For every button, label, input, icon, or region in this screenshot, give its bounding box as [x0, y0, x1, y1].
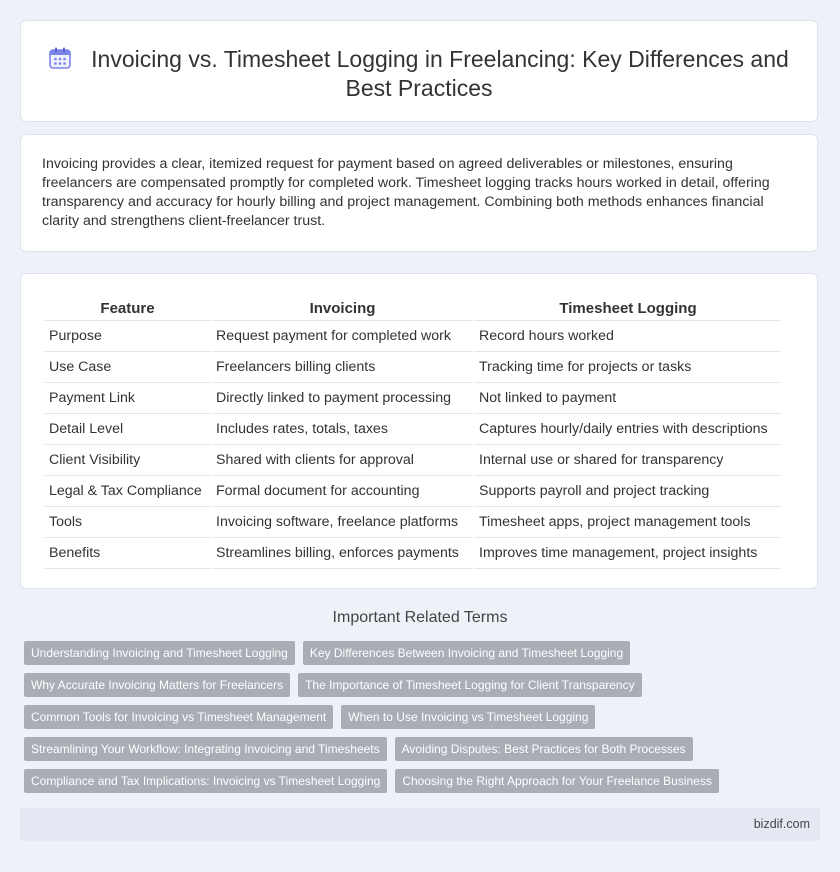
related-term-link[interactable]: Choosing the Right Approach for Your Freelance Business: [395, 769, 719, 793]
header-timesheet: Timesheet Logging: [475, 296, 781, 321]
related-term-link[interactable]: Why Accurate Invoicing Matters for Freelancers: [24, 673, 290, 697]
table-cell: Streamlines billing, enforces payments: [212, 538, 473, 569]
table-cell: Tools: [45, 507, 210, 538]
table-row: [45, 414, 781, 445]
table-cell: Directly linked to payment processing: [212, 383, 473, 414]
summary-text: Invoicing provides a clear, itemized request for payment based on agreed deliverables or milestones, ensuring freelancers are compensated promptly for completed work. Timesheet logging tracks hours worked in detail, offering transparency and accuracy for hourly billing and project management. Combining both methods enhances financial clarity and strengthens client-freelancer trust.: [42, 156, 770, 229]
related-term-link[interactable]: Avoiding Disputes: Best Practices for Both Processes: [395, 737, 693, 761]
tag-row: [24, 641, 824, 665]
tag-row: [24, 673, 824, 697]
table-cell: Benefits: [45, 538, 210, 569]
tag-row: [24, 705, 824, 729]
table-cell: Client Visibility: [45, 445, 210, 476]
tag-row: [24, 737, 824, 761]
table-header-row: [45, 296, 781, 321]
table-cell: Request payment for completed work: [212, 321, 473, 352]
related-term-link[interactable]: Understanding Invoicing and Timesheet Logging: [24, 641, 295, 665]
table-row: [45, 538, 781, 569]
related-term-link[interactable]: Streamlining Your Workflow: Integrating Invoicing and Timesheets: [24, 737, 387, 761]
table-row: [45, 352, 781, 383]
comparison-table: [43, 296, 783, 569]
header-invoicing: Invoicing: [212, 296, 473, 321]
table-row: [45, 507, 781, 538]
footer: [20, 808, 820, 841]
table-cell: Timesheet apps, project management tools: [475, 507, 781, 538]
related-term-link[interactable]: The Importance of Timesheet Logging for Client Transparency: [298, 673, 642, 697]
table-cell: Use Case: [45, 352, 210, 383]
related-term-link[interactable]: Common Tools for Invoicing vs Timesheet Management: [24, 705, 333, 729]
related-term-link[interactable]: Key Differences Between Invoicing and Timesheet Logging: [303, 641, 630, 665]
table-cell: Internal use or shared for transparency: [475, 445, 781, 476]
table-cell: Supports payroll and project tracking: [475, 476, 781, 507]
table-cell: Purpose: [45, 321, 210, 352]
table-cell: Captures hourly/daily entries with descriptions: [475, 414, 781, 445]
header-feature: Feature: [45, 296, 210, 321]
comparison-card: [20, 273, 818, 589]
table-cell: Invoicing software, freelance platforms: [212, 507, 473, 538]
table-cell: Improves time management, project insights: [475, 538, 781, 569]
table-cell: Shared with clients for approval: [212, 445, 473, 476]
table-row: [45, 321, 781, 352]
related-term-link[interactable]: Compliance and Tax Implications: Invoicing vs Timesheet Logging: [24, 769, 387, 793]
tag-row: [24, 769, 824, 793]
related-term-link[interactable]: When to Use Invoicing vs Timesheet Logging: [341, 705, 595, 729]
table-cell: Legal & Tax Compliance: [45, 476, 210, 507]
page-title-text: Invoicing vs. Timesheet Logging in Freelancing: Key Differences and Best Practices: [91, 46, 789, 101]
table-cell: Payment Link: [45, 383, 210, 414]
related-terms-heading: Important Related Terms: [332, 609, 508, 626]
table-row: [45, 445, 781, 476]
table-cell: Freelancers billing clients: [212, 352, 473, 383]
table-cell: Detail Level: [45, 414, 210, 445]
table-cell: Tracking time for projects or tasks: [475, 352, 781, 383]
footer-site-link[interactable]: bizdif.com: [753, 817, 810, 831]
title-card: [20, 20, 818, 122]
calendar-icon: [49, 47, 71, 69]
table-row: [45, 383, 781, 414]
related-terms-list: [24, 641, 824, 801]
table-cell: Formal document for accounting: [212, 476, 473, 507]
summary-card: [20, 134, 818, 252]
table-cell: Record hours worked: [475, 321, 781, 352]
page-title: [41, 45, 797, 103]
table-cell: Not linked to payment: [475, 383, 781, 414]
table-cell: Includes rates, totals, taxes: [212, 414, 473, 445]
table-row: [45, 476, 781, 507]
